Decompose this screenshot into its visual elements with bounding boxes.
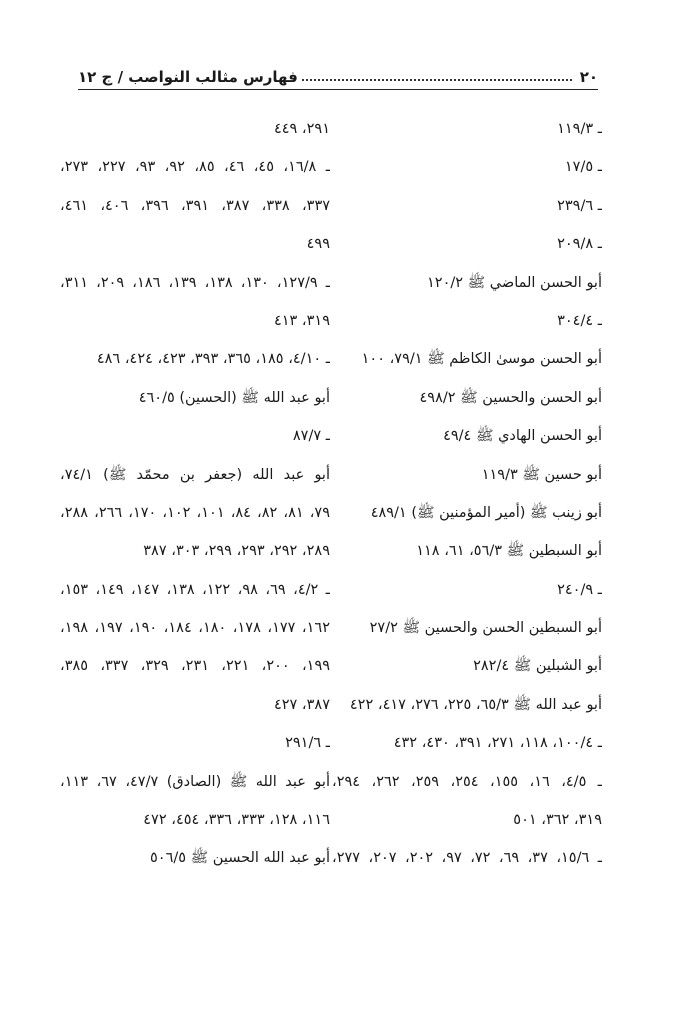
index-entry: ـ ٣٠٤/٤ bbox=[557, 312, 602, 329]
index-entry: ٧٩، ٨١، ٨٢، ٨٤، ١٠١، ١٠٢، ١٧٠، ٢٦٦، ٢٨٨، bbox=[60, 504, 330, 521]
index-entry: ـ ١٠٠/٤، ١١٨، ٢٧١، ٣٩١، ٤٣٠، ٤٣٢ bbox=[393, 735, 602, 752]
index-entry: ١١٦، ١٢٨، ٣٣٣، ٣٣٦، ٤٥٤، ٤٧٢ bbox=[143, 812, 330, 829]
index-column-right bbox=[332, 110, 602, 878]
index-column-left bbox=[60, 110, 330, 878]
index-entry: ـ ١٢٧/٩، ١٣٠، ١٣٨، ١٣٩، ١٨٦، ٢٠٩، ٣١١، bbox=[60, 274, 330, 291]
index-entry: ـ ٢٣٩/٦ bbox=[557, 197, 602, 214]
index-entry: ـ ١٦/٨، ٤٥، ٤٦، ٨٥، ٩٢، ٩٣، ٢٢٧، ٢٧٣، bbox=[60, 159, 330, 176]
index-entry: ٣١٩، ٣٦٢، ٥٠١ bbox=[513, 812, 602, 829]
index-entry: ١٩٩، ٢٠٠، ٢٢١، ٢٣١، ٣٢٩، ٣٣٧، ٣٨٥، bbox=[60, 658, 330, 675]
index-entry: أبو الحسن والحسين ﷺ ٤٩٨/٢ bbox=[419, 389, 602, 406]
index-entry: ـ ٨٧/٧ bbox=[292, 428, 330, 445]
index-entry: أبو عبد الله (جعفر بن محمّد ﷺ) ٧٤/١، bbox=[60, 466, 330, 483]
index-entry: ٣١٩، ٤١٣ bbox=[273, 312, 330, 329]
index-entry: ـ ٤/٥، ١٦، ١٥٥، ٢٥٤، ٢٥٩، ٢٦٢، ٢٩٤، bbox=[332, 773, 602, 790]
index-entry: أبو الشبلين ﷺ ٢٨٢/٤ bbox=[473, 658, 602, 675]
index-entry: أبو السبطين الحسن والحسين ﷺ ٢٧/٢ bbox=[369, 620, 602, 637]
index-entry: ٣٣٧، ٣٣٨، ٣٨٧، ٣٩١، ٣٩٦، ٤٠٦، ٤٦١، bbox=[60, 197, 330, 214]
index-entry: ـ ٢٤٠/٩ bbox=[557, 581, 602, 598]
index-entry: أبو زينب ﷺ (أمير المؤمنين ﷺ) ٤٨٩/١ bbox=[370, 504, 602, 521]
index-entry: ـ ٤/١٠، ١٨٥، ٣٦٥، ٣٩٣، ٤٢٣، ٤٢٤، ٤٨٦ bbox=[96, 351, 330, 368]
index-entry: ١٦٢، ١٧٧، ١٧٨، ١٨٠، ١٨٤، ١٩٠، ١٩٧، ١٩٨، bbox=[60, 620, 330, 637]
index-entry: أبو عبد الله ﷺ ٦٥/٣، ٢٢٥، ٢٧٦، ٤١٧، ٤٢٢ bbox=[349, 696, 602, 713]
index-entry: ـ ١٥/٦، ٣٧، ٦٩، ٧٢، ٩٧، ٢٠٢، ٢٠٧، ٢٧٧، bbox=[332, 850, 602, 867]
index-entry: أبو الحسن الهادي ﷺ ٤٩/٤ bbox=[443, 428, 602, 445]
index-entry: ـ ١٧/٥ bbox=[564, 159, 602, 176]
index-entry: أبو عبد الله ﷺ (الحسين) ٤٦٠/٥ bbox=[138, 389, 330, 406]
index-entry: ٤٩٩ bbox=[306, 236, 330, 253]
index-entry: ٢٩١، ٤٤٩ bbox=[273, 121, 330, 137]
index-entry: أبو حسين ﷺ ١١٩/٣ bbox=[481, 466, 602, 483]
index-entry: ـ ٤/٢، ٦٩، ٩٨، ١٢٢، ١٣٨، ١٤٧، ١٤٩، ١٥٣، bbox=[60, 581, 330, 598]
running-header bbox=[78, 62, 598, 90]
index-entry: ٢٨٩، ٢٩٢، ٢٩٣، ٢٩٩، ٣٠٣، ٣٨٧ bbox=[143, 543, 330, 560]
page-number: ٢٠ bbox=[579, 68, 598, 86]
index-entry: ـ ٢٩١/٦ bbox=[285, 735, 330, 752]
index-entry: أبو عبد الله ﷺ (الصادق) ٤٧/٧، ٦٧، ١١٣، bbox=[60, 773, 330, 790]
index-entry: أبو عبد الله الحسين ﷺ ٥٠٦/٥ bbox=[150, 850, 330, 867]
dotted-leader bbox=[302, 78, 572, 81]
book-title: فهارس مثالب النواصب / ج ١٢ bbox=[78, 68, 298, 86]
index-entry: ـ ١١٩/٣ bbox=[557, 121, 602, 137]
index-entry: أبو الحسن موسىٰ الكاظم ﷺ ٧٩/١، ١٠٠ bbox=[361, 351, 602, 368]
index-entry: أبو السبطين ﷺ ٥٦/٣، ٦١، ١١٨ bbox=[416, 543, 602, 560]
index-entry: أبو الحسن الماضي ﷺ ١٢٠/٢ bbox=[427, 274, 602, 291]
index-entry: ـ ٢٠٩/٨ bbox=[557, 236, 602, 253]
index-entry: ٣٨٧، ٤٢٧ bbox=[273, 696, 330, 713]
